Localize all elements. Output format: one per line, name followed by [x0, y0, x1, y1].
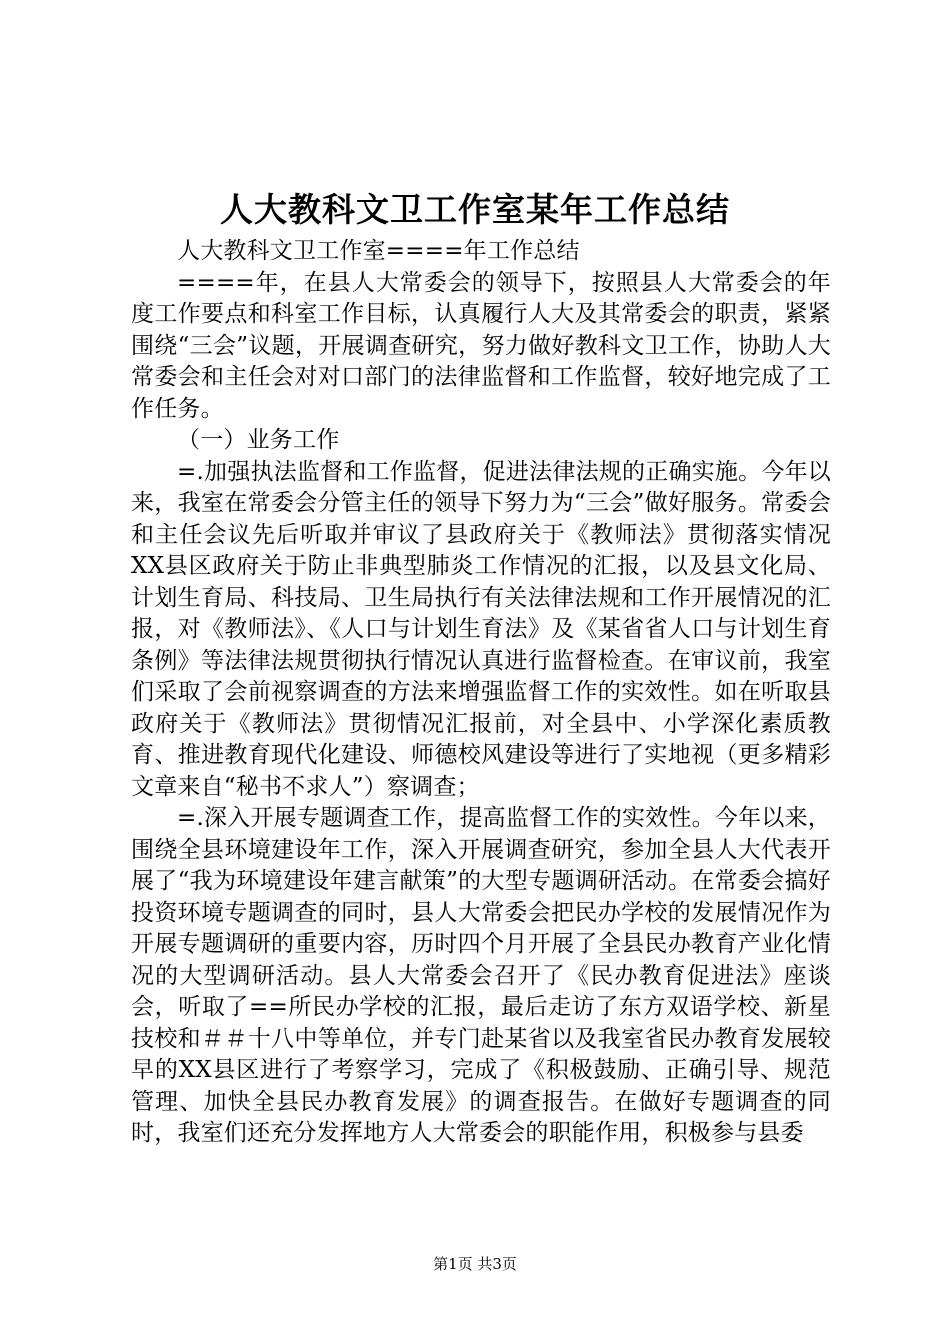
document-body — [131, 236, 831, 1150]
paragraph-subtitle: 人大教科文卫工作室====年工作总结 — [177, 238, 580, 264]
page-footer: 第1页 共3页 — [433, 1255, 517, 1273]
section-heading: （一）业务工作 — [177, 427, 340, 453]
document-title: 人大教科文卫工作室某年工作总结 — [220, 190, 730, 229]
paragraph-intro: ====年，在县人大常委会的领导下，按照县人大常委会的年度工作要点和科室工作目标，认真履行人大及其常委会的职责，紧紧围绕“三会”议题，开展调查研究，努力做好教科文卫工作，协助人大常委会和主任会对对口部门的法律监督和工作监督，较好地完成了工作任务。 — [131, 269, 831, 422]
paragraph-investigation: =.深入开展专题调查工作，提高监督工作的实效性。今年以来，围绕全县环境建设年工作，深入开展调查研究，参加全县人大代表开展了“我为环境建设年建言献策”的大型专题调研活动。在常委会搞好投资环境专题调查的同时，县人大常委会把民办学校的发展情况作为开展专题调研的重要内容，历时四个月开展了全县民办教育产业化情况的大型调研活动。县人大常委会召开了《民办教育促进法》座谈会，听取了==所民办学校的汇报，最后走访了东方双语学校、新星技校和＃＃十八中等单位，并专门赴某省以及我室省民办教育发展较早的XX县区进行了考察学习，完成了《积极鼓励、正确引导、规范管理、加快全县民办教育发展》的调查报告。在做好专题调查的同时，我室们还充分发挥地方人大常委会的职能作用，积极参与县委 — [131, 805, 831, 1146]
paragraph-supervision: =.加强执法监督和工作监督，促进法律法规的正确实施。今年以来，我室在常委会分管主任的领导下努力为“三会”做好服务。常委会和主任会议先后听取并审议了县政府关于《教师法》贯彻落实情况XX县区政府关于防止非典型肺炎工作情况的汇报，以及县文化局、计划生育局、科技局、卫生局执行有关法律法规和工作开展情况的汇报，对《教师法》、《人口与计划生育法》及《某省省人口与计划生育条例》等法律法规贯彻执行情况认真进行监督检查。在审议前，我室们采取了会前视察调查的方法来增强监督工作的实效性。如在听取县政府关于《教师法》贯彻情况汇报前，对全县中、小学深化素质教育、推进教育现代化建设、师德校风建设等进行了实地视（更多精彩文章来自“秘书不求人”）察调查； — [131, 458, 831, 800]
